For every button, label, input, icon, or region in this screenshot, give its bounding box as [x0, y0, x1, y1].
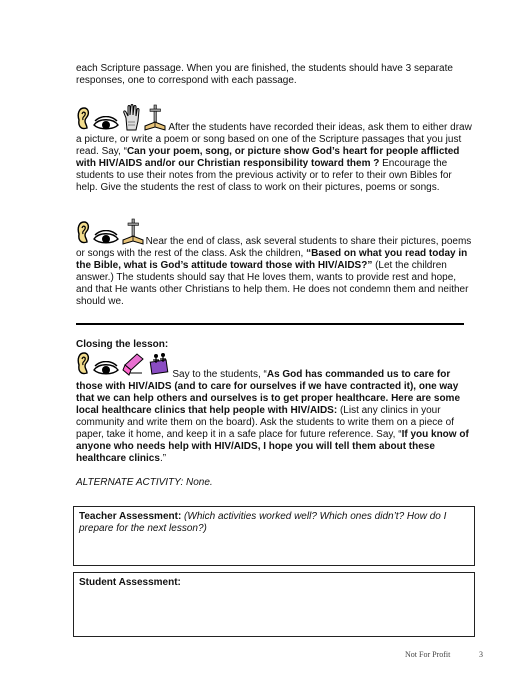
- eye-icon: [93, 361, 119, 377]
- closing-icons: [76, 351, 170, 379]
- section-divider: [76, 323, 464, 325]
- creative-activity-text: After the students have recorded their ideas, ask them to either draw a picture, or write a poem or song based on one of the Scripture passages that you just read. Say, “Can your poem, song, or picture show God’s heart for people afflicted with HIV/AIDS and/or our Christian responsibility toward them ? Encourage the students to use their notes from the previous activity or to refer to their own Bibles for help. Give the students the rest of class to work on their pictures, poems or songs.: [76, 122, 472, 193]
- paragraph-sharing: [76, 218, 472, 308]
- alternate-activity: [76, 477, 472, 489]
- sharing-icons: [76, 218, 144, 246]
- teacher-assessment-box: [73, 506, 475, 566]
- pencil-eraser-icon: [122, 351, 146, 377]
- teacher-assessment-text: Teacher Assessment: (Which activities worked well? Which ones didn’t? How do I prepare for the next lesson?): [79, 511, 447, 534]
- bible-cross-icon: [144, 104, 166, 132]
- eye-icon: [93, 230, 119, 246]
- student-assessment-label: Student Assessment:: [79, 577, 181, 588]
- ear-icon: [76, 220, 90, 246]
- closing-section: [76, 339, 472, 465]
- closing-text: Say to the students, “As God has commanded us to care for those with HIV/AIDS (and to care for ourselves if we have contracted it), one way that we can help others and ourselves is to get proper healthcare. Here are some local healthcare clinics that help people with HIV/AIDS: (List any clinics in your community and write them on the board). Ask the students to write them on a piece of paper, take it home, and keep it in a safe place for future reference. Say, “If you know of anyone who needs help with HIV/AIDS, I hope you will tell them about these healthcare clinics.”: [76, 369, 469, 464]
- bible-cross-icon: [122, 218, 144, 246]
- sharing-text: Near the end of class, ask several students to share their pictures, poems or songs with the rest of the class. Ask the children, “Based on what you read today in the Bible, what is God’s attitude toward those with HIV/AIDS?” (Let the children answer.) The students should say that He loves them, wants to provide rest and hope, and that He wants other Christians to help them. He does not condemn them and neither should we.: [76, 236, 472, 307]
- footer-text: Not For Profit: [405, 650, 451, 659]
- closing-heading: Closing the lesson:: [76, 339, 169, 350]
- intro-text: each Scripture passage. When you are finished, the students should have 3 separate responses, one to correspond with each passage.: [76, 63, 453, 86]
- student-assessment-box: [73, 572, 475, 637]
- sticky-figures-icon: [148, 351, 170, 377]
- hand-icon: [122, 104, 142, 132]
- eye-icon: [93, 116, 119, 132]
- page-number: 3: [479, 650, 483, 659]
- ear-icon: [76, 106, 90, 132]
- activity-icons: [76, 104, 166, 132]
- paragraph-intro: [76, 63, 472, 87]
- alternate-activity-text: ALTERNATE ACTIVITY: None.: [76, 477, 213, 488]
- paragraph-creative-activity: [76, 104, 472, 194]
- ear-icon: [76, 351, 90, 377]
